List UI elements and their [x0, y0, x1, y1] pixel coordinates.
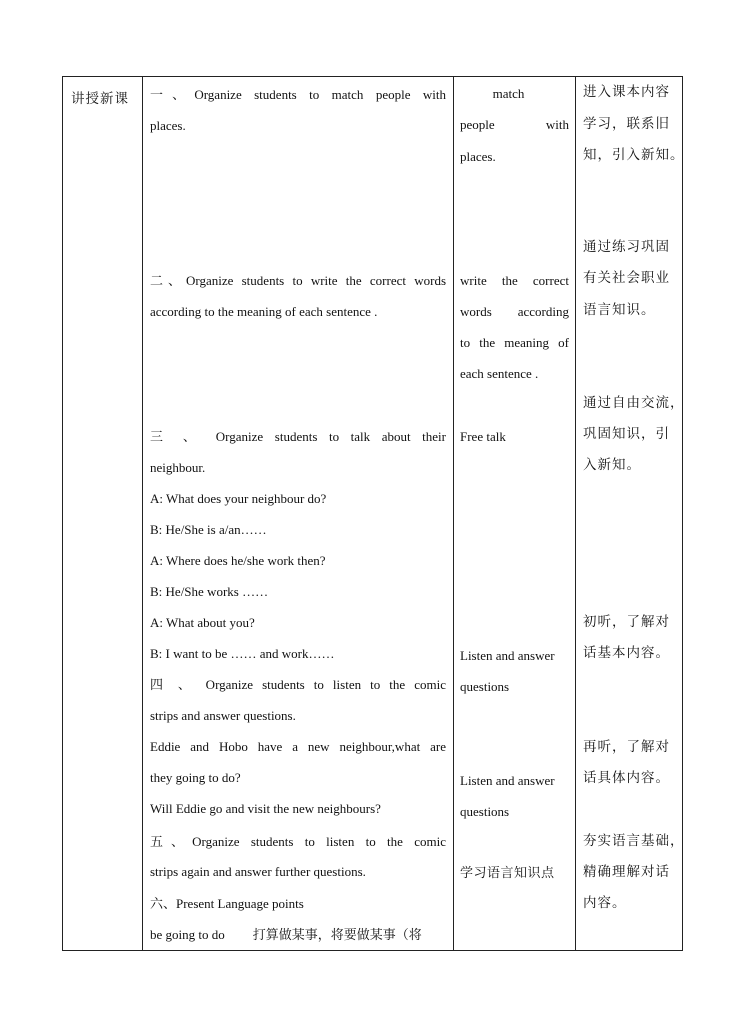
student-1-line-1: match	[492, 86, 525, 101]
student-1-line-2: people with	[460, 117, 569, 132]
activity-4-line-3: Eddie and Hobo have a new neighbour,what are	[150, 739, 446, 754]
student-2-line-2: words according	[460, 304, 569, 319]
purpose-4-line-1: 初听，了解对	[583, 614, 670, 630]
activity-3-line-2: neighbour.	[150, 460, 206, 475]
activity-4-line-4: they going to do?	[150, 770, 241, 785]
activity-3-dialog-5: A: What about you?	[150, 615, 255, 630]
teacher-activity-cell	[143, 77, 454, 951]
purpose-3-line-2: 巩固知识，引	[583, 426, 670, 442]
purpose-2-line-2: 有关社会职业	[583, 270, 670, 286]
purpose-6-line-1: 夯实语言基础，	[583, 833, 685, 849]
purpose-5-line-2: 话具体内容。	[583, 770, 670, 786]
lesson-plan-table	[62, 76, 683, 951]
student-activity-cell	[454, 77, 576, 951]
student-2-line-1: write the correct	[460, 273, 569, 288]
activity-2-line-2: according to the meaning of each sentence .	[150, 304, 378, 319]
activity-2-line-1: 二、Organize students to write the correct words	[150, 273, 446, 288]
student-6-line-1: 学习语言知识点	[460, 866, 555, 881]
activity-1-line-1: 一、Organize students to match people with	[150, 87, 446, 102]
student-5-line-1: Listen and answer	[460, 773, 555, 788]
student-2-line-3: to the meaning of	[460, 335, 569, 350]
purpose-6-line-2: 精确理解对话	[583, 864, 670, 880]
activity-5-line-1: 五、Organize students to listen to the comic	[150, 834, 446, 849]
activity-6-line-1: 六、Present Language points	[150, 896, 304, 911]
activity-4-line-1: 四 、 Organize students to listen to the comic	[150, 677, 446, 692]
table-row	[63, 77, 683, 951]
purpose-1-line-3: 知，引入新知。	[583, 147, 685, 163]
student-2-line-4: each sentence .	[460, 366, 539, 381]
activity-3-line-1: 三 、 Organize students to talk about their	[150, 429, 446, 444]
purpose-1-line-2: 学习，联系旧	[583, 116, 670, 132]
activity-3-dialog-3: A: Where does he/she work then?	[150, 553, 326, 568]
purpose-4-line-2: 话基本内容。	[583, 645, 670, 661]
activity-1-line-2: places.	[150, 118, 186, 133]
activity-6-line-2	[150, 919, 446, 951]
purpose-1-line-1: 进入课本内容	[583, 84, 670, 100]
student-5-line-2: questions	[460, 804, 510, 819]
stage-cell	[63, 77, 143, 951]
language-point-phrase: be going to do	[150, 927, 225, 942]
student-4-line-1: Listen and answer	[460, 648, 555, 663]
activity-3-dialog-2: B: He/She is a/an……	[150, 522, 267, 537]
purpose-2-line-1: 通过练习巩固	[583, 239, 670, 255]
purpose-2-line-3: 语言知识。	[583, 302, 656, 318]
activity-4-line-5: Will Eddie go and visit the new neighbours?	[150, 801, 381, 816]
student-4-line-2: questions	[460, 679, 510, 694]
purpose-3-line-1: 通过自由交流，	[583, 395, 685, 411]
activity-3-dialog-4: B: He/She works ……	[150, 584, 269, 599]
language-point-meaning: 打算做某事，将要做某事（将	[252, 928, 422, 943]
stage-label: 讲授新课	[71, 91, 129, 107]
purpose-6-line-3: 内容。	[583, 895, 627, 911]
purpose-3-line-3: 入新知。	[583, 457, 641, 473]
activity-3-dialog-6: B: I want to be …… and work……	[150, 646, 335, 661]
purpose-cell	[576, 77, 683, 951]
activity-5-line-2: strips again and answer further questions.	[150, 864, 366, 879]
activity-3-dialog-1: A: What does your neighbour do?	[150, 491, 327, 506]
student-1-line-3: places.	[460, 149, 496, 164]
purpose-5-line-1: 再听，了解对	[583, 739, 670, 755]
student-3-line-1: Free talk	[460, 429, 506, 444]
activity-4-line-2: strips and answer questions.	[150, 708, 296, 723]
